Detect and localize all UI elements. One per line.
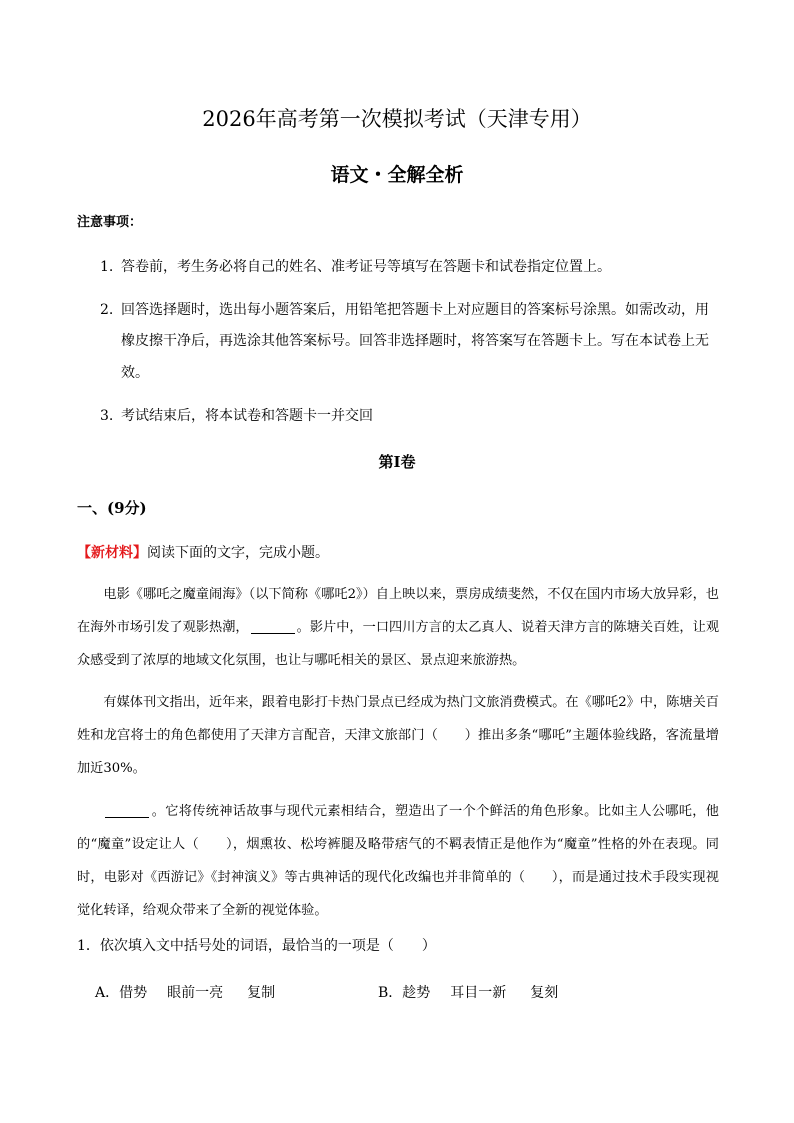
notice-item-2-line-3: 效。: [121, 365, 149, 381]
notice-heading: 注意事项：: [77, 215, 143, 230]
option-word: 复刻: [530, 985, 559, 1001]
page-subtitle: 语文・全解全析: [330, 164, 464, 186]
volume-title: 第Ⅰ卷: [378, 453, 416, 471]
passage-text: 有媒体刊文指出，近年来，跟着电影打卡热门景点已经成为热门文旅消费模式。在《哪吒2》中，陈塘关百姓和龙宫将士的角色都使用了天津方言配音，天津文旅部门（ ）推出多条“哪吒”主题体验线路，客流量增加近30%。: [77, 695, 719, 776]
passage-paragraph-2: [77, 686, 719, 785]
notice-item-1: [100, 257, 611, 277]
passage-paragraph-3: [77, 795, 719, 927]
new-material-tag: 【新材料】: [77, 545, 147, 561]
notice-item-text: 回答选择题时，选出每小题答案后，用铅笔把答题卡上对应题目的答案标号涂黑。如需改动，用: [121, 302, 709, 318]
question-1-stem: 1．依次填入文中括号处的词语，最恰当的一项是（ ）: [77, 938, 436, 954]
option-word: 耳目一新: [450, 985, 507, 1001]
option-label: A．借势: [95, 985, 148, 1001]
instruction-text: 阅读下面的文字，完成小题。: [147, 545, 329, 561]
notice-item-2: [100, 300, 709, 320]
fill-blank: [105, 803, 149, 818]
passage-text: 电影《哪吒之魔童闹海》（以下简称《哪吒2》）自上映以来，票房成绩斐然，不仅在国内市场大放异彩，也在海外市场引发了观影热潮，: [77, 587, 719, 635]
notice-item-text: 答卷前，考生务必将自己的姓名、准考证号等填写在答题卡和试卷指定位置上。: [121, 259, 611, 275]
material-instruction: [77, 542, 329, 562]
notice-item-number: 1.: [100, 259, 114, 275]
passage-text: 。它将传统神话故事与现代元素相结合，塑造出了一个个鲜活的角色形象。比如主人公哪吒，他的“魔童”设定让人（ ），烟熏妆、松垮裤腿及略带痞气的不羁表情正是他作为“魔童”性格的外在表现。同时，电影对《西游记》《封神演义》等古典神话的现代化改编也并非简单的（ ），而是通过技术手段实现视觉化转译，给观众带来了全新的视觉体验。: [77, 804, 719, 918]
option-word: 眼前一亮: [167, 985, 224, 1001]
option-label: B．趁势: [378, 985, 431, 1001]
section-heading: 一、(9分): [77, 499, 147, 517]
notice-item-number: 2.: [100, 302, 114, 318]
notice-item-text: 考试结束后，将本试卷和答题卡一并交回: [121, 408, 373, 424]
page-title: 2026年高考第一次模拟考试（天津专用）: [202, 107, 592, 131]
notice-item-number: 3.: [100, 408, 114, 424]
passage-text: 。影片中，一口四川方言的太乙真人、说着天津方言的陈塘关百姓，让观众感受到了浓厚的地域文化氛围，也让与哪吒相关的景区、景点迎来旅游热。: [77, 620, 720, 668]
fill-blank: [251, 619, 295, 634]
notice-item-3: [100, 406, 373, 426]
notice-item-2-line-2: 橡皮擦干净后，再选涂其他答案标号。回答非选择题时，将答案写在答题卡上。写在本试卷上无: [121, 333, 709, 349]
option-b: [378, 982, 558, 1002]
option-a: [95, 982, 275, 1002]
passage-paragraph-1: [77, 578, 719, 677]
option-word: 复制: [247, 985, 276, 1001]
